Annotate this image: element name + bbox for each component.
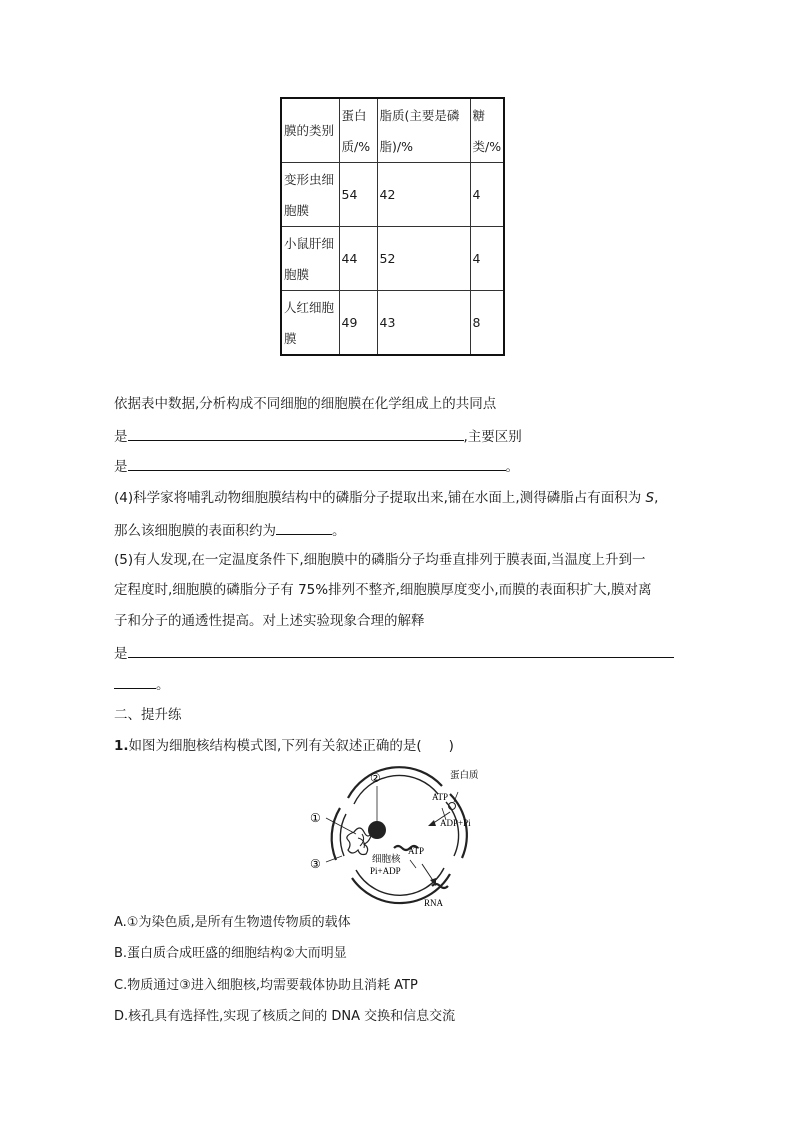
answer-line-explanation: 是 [114, 643, 674, 664]
label-pi-adp: Pi+ADP [370, 866, 401, 876]
table-row [281, 227, 504, 291]
option-b: B.蛋白质合成旺盛的细胞结构②大而明显 [114, 946, 347, 961]
table-cell: 变形虫细胞膜 [281, 163, 339, 227]
question-1: 1.如图为细胞核结构模式图,下列有关叙述正确的是( ) [114, 738, 454, 754]
table-header-cell: 膜的类别 [281, 98, 339, 163]
option-d: D.核孔具有选择性,实现了核质之间的 DNA 交换和信息交流 [114, 1009, 456, 1024]
table-header-cell: 脂质(主要是磷脂)/% [377, 98, 470, 163]
table-row [281, 163, 504, 227]
leader-line [410, 860, 416, 868]
nuclear-envelope-outer [348, 767, 442, 798]
question-5-line3: 子和分子的通透性提高。对上述实验现象合理的解释 [114, 613, 425, 629]
table-cell: 43 [377, 291, 470, 356]
table-cell: 49 [339, 291, 377, 356]
chromatin-icon [358, 834, 364, 848]
nucleus-structure-diagram [300, 764, 500, 910]
table-cell: 42 [377, 163, 470, 227]
label-atp: ATP [432, 792, 449, 802]
question-4-continued: 那么该细胞膜的表面积约为 。 [114, 520, 346, 541]
answer-line-explanation-end: 。 [114, 674, 170, 695]
table-cell: 52 [377, 227, 470, 291]
answer-blank[interactable] [114, 674, 156, 689]
label-nuclear-pore: ③ [310, 857, 321, 871]
nuclear-envelope-outer [332, 808, 340, 860]
analysis-prompt: 依据表中数据,分析构成不同细胞的细胞膜在化学组成上的共同点 [114, 396, 497, 412]
table-cell: 4 [470, 227, 504, 291]
question-4: (4)科学家将哺乳动物细胞膜结构中的磷脂分子提取出来,铺在水面上,测得磷脂占有面积为 S, [114, 490, 659, 506]
label-rna: RNA [424, 898, 444, 908]
label-adp-pi: ADP+Pi [440, 818, 471, 828]
label-nucleus: 细胞核 [372, 854, 401, 865]
table-row [281, 291, 504, 356]
table-cell: 54 [339, 163, 377, 227]
label-nucleolus: ② [370, 771, 381, 785]
table-cell: 小鼠肝细胞膜 [281, 227, 339, 291]
table-cell: 44 [339, 227, 377, 291]
section-heading: 二、提升练 [114, 707, 182, 723]
table-cell: 8 [470, 291, 504, 356]
option-a: A.①为染色质,是所有生物遗传物质的载体 [114, 915, 351, 930]
answer-line-difference: 是 。 [114, 456, 519, 477]
table-header-cell: 蛋白质/% [339, 98, 377, 163]
option-c: C.物质通过③进入细胞核,均需要载体协助且消耗 ATP [114, 978, 418, 993]
membrane-composition-table [280, 97, 505, 356]
question-5-line2: 定程度时,细胞膜的磷脂分子有 75%排列不整齐,细胞膜厚度变小,而膜的表面积扩大,膜对离 [114, 582, 652, 598]
label-atp: ATP [408, 846, 425, 856]
answer-blank[interactable] [276, 520, 332, 535]
label-chromatin: ① [310, 811, 321, 825]
arrow-head-icon [428, 820, 436, 826]
question-5-line1: (5)有人发现,在一定温度条件下,细胞膜中的磷脂分子均垂直排列于膜表面,当温度上升到一 [114, 552, 646, 568]
table-cell: 人红细胞膜 [281, 291, 339, 356]
nuclear-envelope-inner [340, 814, 346, 856]
answer-blank[interactable] [128, 426, 464, 441]
rna-strand-icon [432, 884, 448, 888]
answer-blank[interactable] [128, 643, 674, 658]
nuclear-envelope-inner [446, 802, 459, 856]
nuclear-envelope-inner [354, 775, 438, 804]
label-protein: 蛋白质 [450, 770, 479, 781]
table-header-row [281, 98, 504, 163]
table-cell: 4 [470, 163, 504, 227]
answer-blank[interactable] [128, 456, 506, 471]
answer-line-common: 是 ,主要区别 [114, 426, 522, 447]
table-header-cell: 糖类/% [470, 98, 504, 163]
